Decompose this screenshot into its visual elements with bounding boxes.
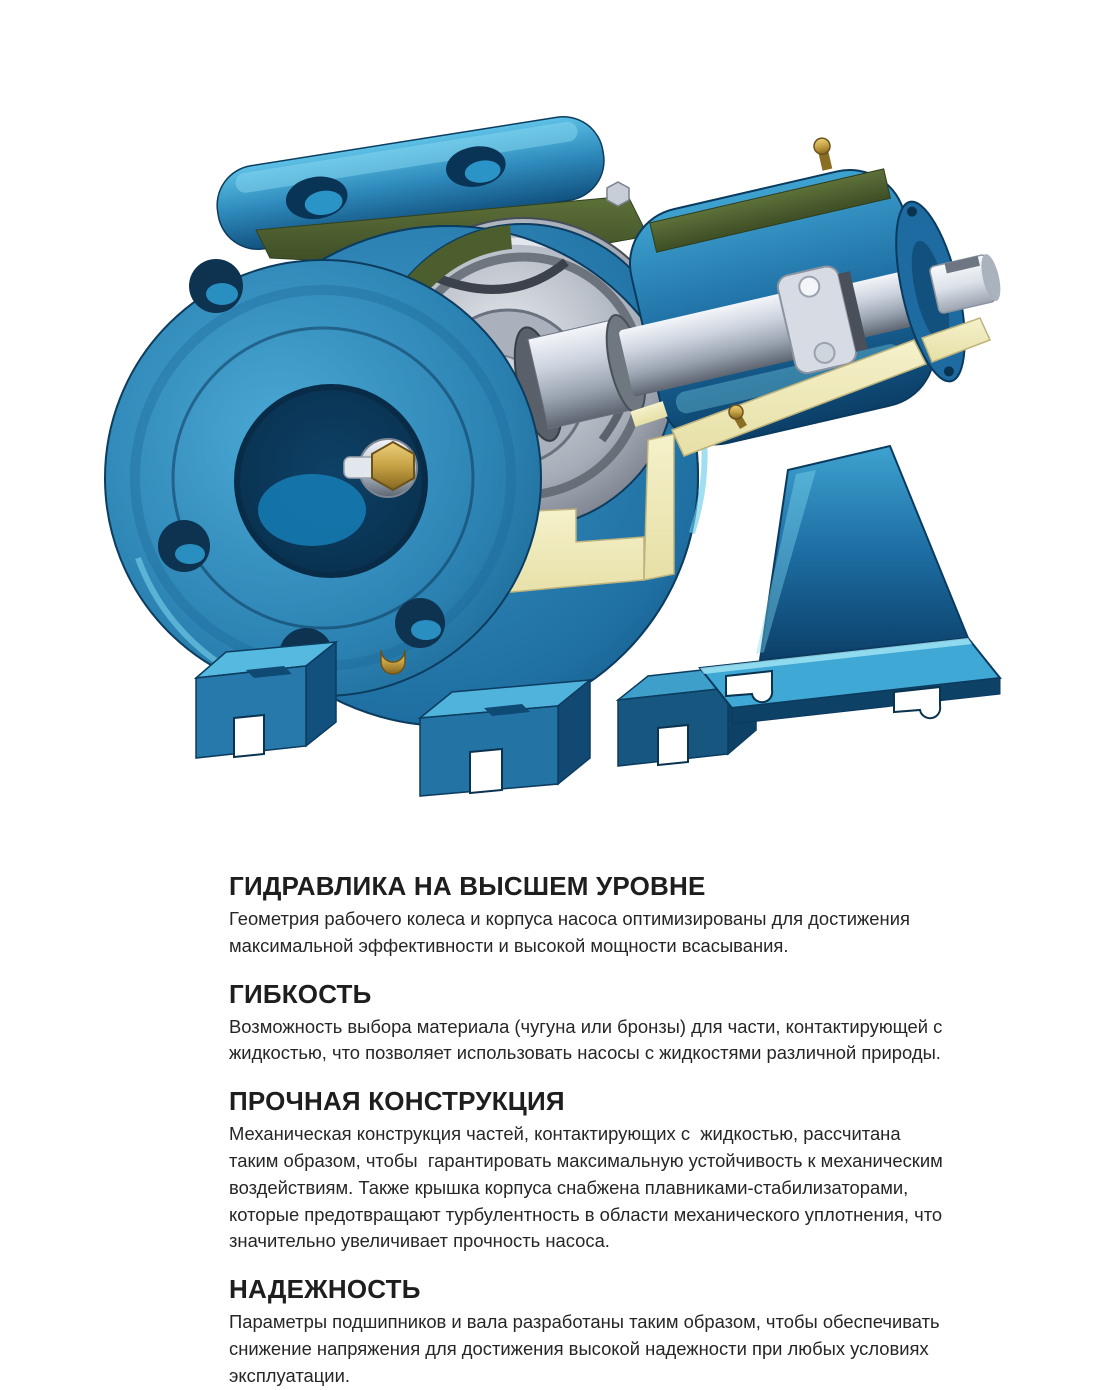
grease-nipple [812, 137, 831, 156]
section-heading: ГИБКОСТЬ [229, 978, 372, 1009]
text-content [229, 872, 947, 1390]
pedestal-right [700, 446, 1000, 724]
section-hydraulics [229, 872, 947, 960]
section-body: Возможность выбора материала (чугуна или бронзы) для части, контактирующей с жидкостью, что позволяет использовать насосы с жидкостями различной природы. [229, 1015, 948, 1064]
pump-cutaway-svg [88, 78, 1028, 818]
foot-center-left [420, 680, 590, 796]
suction-flange [105, 259, 541, 696]
casing-bolt [607, 182, 629, 206]
section-flexibility [229, 980, 947, 1068]
section-body: Геометрия рабочего колеса и корпуса насоса оптимизированы для достижения максимальной эффективности и высокой мощности всасывания. [229, 908, 916, 956]
section-reliability [229, 1275, 947, 1389]
foot-left [196, 642, 336, 758]
section-heading: ГИДРАВЛИКА НА ВЫСШЕМ УРОВНЕ [229, 871, 706, 901]
section-body: Механическая конструкция частей, контактирующих с жидкостью, рассчитана таким образом, чтобы гарантировать максимальную устойчивость к механическим воздействиям. Также крышка корпуса снабжена плавниками-стабилизаторами, которые предотвращают турбулентность в области механического уплотнения, что значительно увеличивает прочность насоса. [229, 1123, 948, 1252]
section-construction [229, 1087, 947, 1255]
pump-cutaway-illustration [88, 78, 1028, 818]
section-body: Параметры подшипников и вала разработаны таким образом, чтобы обеспечивать снижение напряжения для достижения высокой надежности при любых условиях эксплуатации. [229, 1311, 945, 1386]
section-heading: НАДЕЖНОСТЬ [229, 1274, 421, 1305]
section-heading: ПРОЧНАЯ КОНСТРУКЦИЯ [229, 1086, 565, 1117]
grease-nipple-2 [729, 405, 743, 419]
